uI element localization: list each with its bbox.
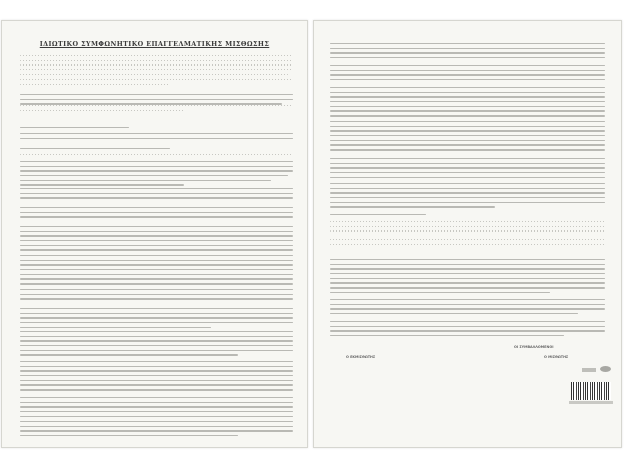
text-line [330,140,605,141]
text-line [330,135,605,136]
text-line [20,64,293,65]
text-line [20,435,238,436]
text-line [20,406,293,407]
text-line [20,411,293,412]
text-line [330,299,605,300]
text-line [20,278,293,279]
text-line [20,245,293,246]
left-page-paragraph [20,105,293,114]
left-page-paragraph [20,161,293,189]
text-line [20,322,293,323]
text-line [20,350,293,351]
left-page-paragraph [20,207,293,221]
text-line [330,188,605,189]
publisher-logo-icon [600,366,611,372]
text-line [330,172,605,173]
text-line [20,154,293,155]
text-line [330,226,605,227]
text-line [330,230,605,231]
text-line [330,121,605,122]
text-line [20,317,293,318]
text-line [330,126,605,127]
text-line [330,202,605,203]
text-line [330,48,605,49]
text-line [20,55,293,56]
right-page-paragraph [330,183,605,211]
text-line [20,426,293,427]
text-line [20,274,293,275]
text-line [20,380,293,381]
text-line [330,96,605,97]
text-line [330,244,605,245]
right-page-paragraph [330,65,605,84]
text-line [20,384,293,385]
text-line [20,161,293,162]
text-line [330,308,605,309]
text-line [330,313,578,314]
text-line [330,144,605,145]
text-line [20,133,293,134]
text-line [20,175,288,176]
text-line [330,167,605,168]
left-page-paragraph [20,255,293,288]
text-line [20,430,293,431]
text-line [20,207,293,208]
text-line [20,283,293,284]
text-line [330,214,426,215]
text-line [330,79,605,80]
text-line [330,264,605,265]
text-line [330,101,605,102]
text-line [20,294,293,295]
text-line [20,331,293,332]
text-line [330,326,605,327]
text-line [330,239,605,240]
left-page-paragraph [20,127,293,132]
text-line [20,212,293,213]
text-line [330,304,605,305]
text-line [330,163,605,164]
text-line [20,166,293,167]
text-line [330,177,605,178]
right-page-paragraph [330,158,605,181]
document-title: ΙΔΙΩΤΙΚΟ ΣΥΜΦΩΝΗΤΙΚΟ ΕΠΑΓΓΕΛΜΑΤΙΚΗΣ ΜΙΣΘΩΣΗΣ [39,40,270,48]
right-page-paragraph [330,43,605,62]
left-page-paragraph [20,226,293,254]
barcode-icon [571,382,611,400]
text-line [330,287,605,288]
left-page-paragraph [20,188,293,202]
text-line [20,249,293,250]
text-line [20,389,293,390]
text-line [20,60,293,61]
text-line [20,110,184,111]
left-page-paragraph [20,361,293,394]
text-line [330,292,550,293]
text-line [20,366,293,367]
left-page-paragraph [20,55,293,78]
right-page-paragraph [330,299,605,318]
text-line [20,94,293,95]
left-page-paragraph [20,148,293,153]
text-line [20,235,293,236]
text-line [20,416,293,417]
text-line [330,321,605,322]
text-line [330,330,605,331]
right-page-paragraph [330,214,605,219]
text-line [20,308,293,309]
left-page-paragraph [20,421,293,440]
text-line [330,197,605,198]
text-line [20,240,293,241]
text-line [330,183,605,184]
text-line [20,226,293,227]
text-line [330,92,605,93]
text-line [330,273,605,274]
text-line [20,255,293,256]
text-line [20,327,211,328]
text-line [20,260,293,261]
right-page-paragraph [330,239,605,248]
left-page-paragraph [20,133,293,142]
text-line [20,105,293,106]
text-line [20,370,293,371]
text-line [20,345,293,346]
text-line [330,278,605,279]
text-line [20,402,293,403]
right-page-paragraph [330,221,605,235]
left-page-paragraph [20,308,293,331]
text-line [330,221,605,222]
left-page-paragraph [20,289,293,303]
left-page [1,20,308,448]
text-line [330,65,605,66]
text-line [330,335,564,336]
text-line [20,354,238,355]
text-line [20,421,293,422]
text-line [20,361,293,362]
left-page-paragraph [20,79,293,88]
right-page-paragraph [330,259,605,297]
text-line [330,52,605,53]
closing-label: ΟΙ ΣΥΜΒΑΛΛΟΜΕΝΟΙ [514,345,554,349]
text-line [20,69,293,70]
text-line [20,375,293,376]
text-line [330,259,605,260]
text-line [20,269,293,270]
left-page-paragraph [20,331,293,359]
text-line [20,170,293,171]
text-line [330,74,605,75]
text-line [330,115,605,116]
tenant-signature-label: Ο ΜΙΣΘΩΤΗΣ [544,355,569,359]
text-line [330,158,605,159]
left-page-paragraph [20,154,293,159]
text-line [330,282,605,283]
text-line [20,216,293,217]
text-line [330,43,605,44]
text-line [20,289,293,290]
text-line [330,57,605,58]
text-line [20,298,293,299]
text-line [330,206,495,207]
text-line [330,130,605,131]
text-line [20,79,293,80]
text-line [20,127,129,128]
text-line [20,313,293,314]
right-page-paragraph [330,87,605,120]
text-line [20,184,184,185]
left-page-paragraph [20,397,293,420]
text-line [20,84,170,85]
text-line [20,197,293,198]
right-page-paragraph [330,121,605,154]
right-page-paragraph [330,321,605,340]
text-line [330,87,605,88]
text-line [330,268,605,269]
text-line [330,192,605,193]
text-line [20,340,293,341]
text-line [330,110,605,111]
text-line [20,74,288,75]
document-spread [0,20,625,446]
text-line [330,106,605,107]
landlord-signature-label: Ο ΕΚΜΙΣΘΩΤΗΣ [346,355,376,359]
right-page [313,20,622,448]
text-line [20,148,170,149]
text-line [20,231,293,232]
text-line [330,70,605,71]
text-line [20,193,293,194]
text-line [20,264,293,265]
text-line [330,149,605,150]
text-line [20,188,293,189]
text-line [20,336,293,337]
text-line [20,397,293,398]
text-line [20,99,293,100]
text-line [20,138,293,139]
price-label [582,368,596,372]
text-line [20,180,271,181]
barcode-number [569,401,613,404]
